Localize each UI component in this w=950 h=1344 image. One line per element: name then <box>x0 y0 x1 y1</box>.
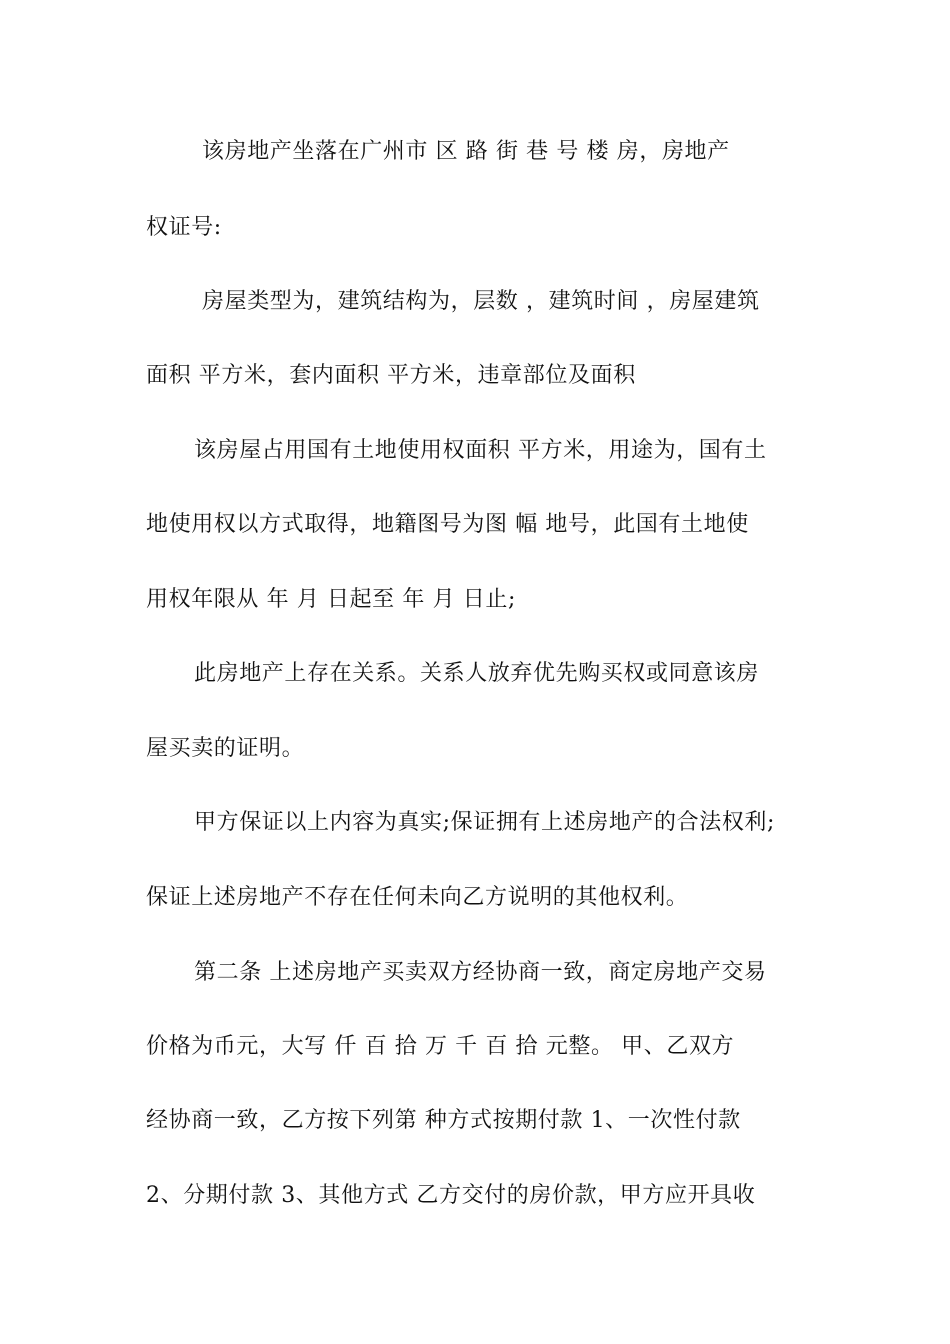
paragraph-1-line-1: 该房地产坐落在广州市 区 路 街 巷 号 楼 房，房地产 <box>202 139 730 164</box>
paragraph-1-line-2: 权证号: <box>146 215 222 240</box>
paragraph-3-line-2: 地使用权以方式取得，地籍图号为图 幅 地号，此国有土地使 <box>146 512 749 537</box>
paragraph-2-line-2: 面积 平方米，套内面积 平方米，违章部位及面积 <box>146 363 636 388</box>
paragraph-3-line-3: 用权年限从 年 月 日起至 年 月 日止; <box>146 587 516 612</box>
paragraph-6-line-3: 经协商一致，乙方按下列第 种方式按期付款 1、一次性付款 <box>146 1108 741 1133</box>
paragraph-6-line-4: 2、分期付款 3、其他方式 乙方交付的房价款，甲方应开具收 <box>146 1183 756 1208</box>
paragraph-5-line-1: 甲方保证以上内容为真实;保证拥有上述房地产的合法权利; <box>194 810 776 835</box>
paragraph-6-line-2: 价格为币元，大写 仟 百 拾 万 千 百 拾 元整。 甲、乙双方 <box>146 1034 735 1059</box>
paragraph-4-line-1: 此房地产上存在关系。关系人放弃优先购买权或同意该房 <box>194 661 760 686</box>
paragraph-5-line-2: 保证上述房地产不存在任何未向乙方说明的其他权利。 <box>146 885 689 910</box>
paragraph-2-line-1: 房屋类型为，建筑结构为，层数 ，建筑时间 ，房屋建筑 <box>202 289 760 314</box>
paragraph-4-line-2: 屋买卖的证明。 <box>146 736 305 761</box>
paragraph-6-line-1: 第二条 上述房地产买卖双方经协商一致，商定房地产交易 <box>194 960 767 985</box>
paragraph-3-line-1: 该房屋占用国有土地使用权面积 平方米，用途为，国有土 <box>194 438 767 463</box>
